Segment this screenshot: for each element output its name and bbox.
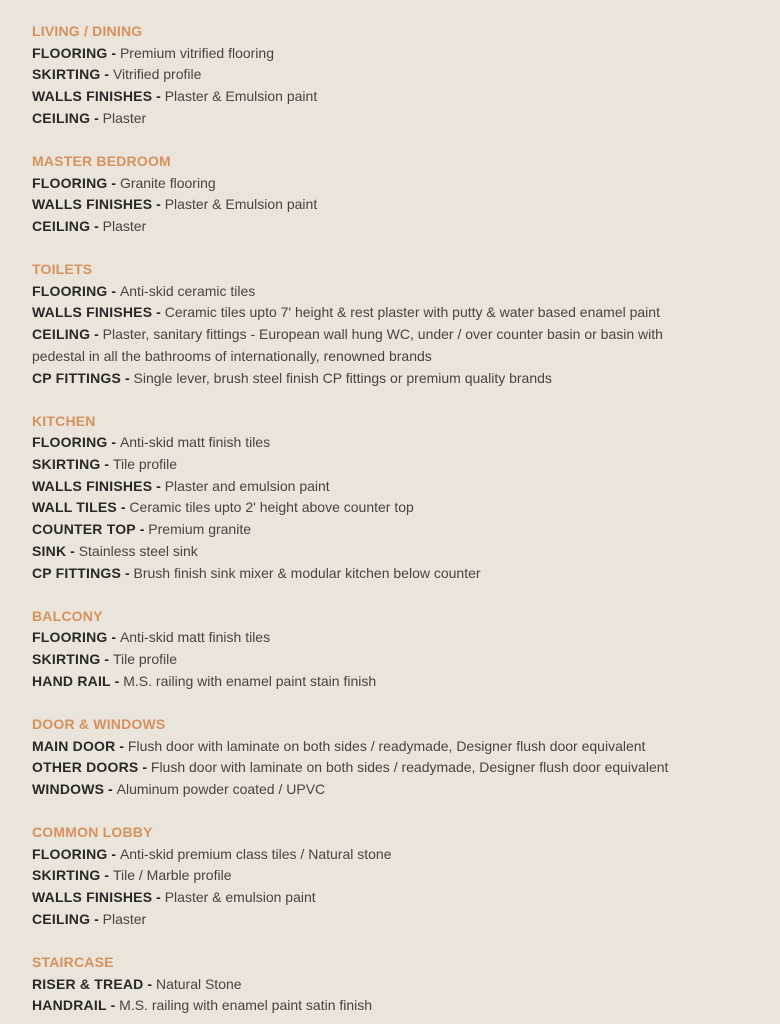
spec-value: Tile profile: [112, 651, 178, 668]
spec-row: [32, 627, 712, 649]
spec-label: CEILING: [32, 910, 91, 927]
spec-separator: -: [152, 88, 165, 105]
spec-row: [32, 671, 712, 693]
spec-separator: -: [100, 867, 113, 884]
section-toilets: [32, 259, 780, 389]
spec-separator: -: [152, 196, 165, 213]
spec-label: WALLS FINISHES: [32, 196, 153, 213]
spec-label: FLOORING: [32, 174, 108, 191]
spec-label: WALLS FINISHES: [32, 889, 153, 906]
spec-separator: -: [107, 174, 120, 191]
spec-row: [32, 974, 712, 996]
spec-separator: -: [106, 997, 120, 1014]
spec-row: [32, 173, 712, 195]
spec-separator: -: [107, 44, 120, 61]
spec-value: Plaster: [102, 217, 147, 234]
spec-label: FLOORING: [32, 629, 108, 646]
spec-value: Plaster: [102, 910, 147, 927]
spec-separator: -: [66, 542, 79, 559]
spec-label: FLOORING: [32, 845, 108, 862]
spec-value: Ceramic tiles upto 2' height above counter top: [129, 499, 414, 516]
spec-value: Tile / Marble profile: [112, 867, 232, 884]
spec-label: RISER & TREAD: [32, 975, 144, 992]
spec-value: Plaster & Emulsion paint: [164, 196, 318, 213]
spec-separator: -: [90, 326, 103, 343]
spec-label: WALLS FINISHES: [32, 88, 153, 105]
spec-label: WALLS FINISHES: [32, 304, 153, 321]
spec-row: [32, 736, 712, 758]
spec-row: [32, 541, 712, 563]
section-living-dining: [32, 21, 780, 130]
spec-row: [32, 43, 712, 65]
spec-label: MAIN DOOR: [32, 737, 116, 754]
section-kitchen: [32, 411, 780, 585]
spec-separator: -: [100, 456, 113, 473]
spec-row: [32, 368, 712, 390]
spec-value: Single lever, brush steel finish CP fittings or premium quality brands: [133, 369, 552, 386]
spec-value: Anti-skid ceramic tiles: [119, 282, 256, 299]
section-title: BALCONY: [32, 607, 103, 624]
spec-row: [32, 216, 712, 238]
spec-row: [32, 86, 712, 108]
spec-value: Plaster: [102, 109, 147, 126]
spec-separator: -: [100, 66, 113, 83]
spec-value: Plaster & Emulsion paint: [164, 88, 318, 105]
spec-label: COUNTER TOP: [32, 521, 136, 538]
spec-separator: -: [110, 672, 124, 689]
spec-label: CP FITTINGS: [32, 369, 122, 386]
section-title: MASTER BEDROOM: [32, 152, 171, 169]
spec-label: CEILING: [32, 217, 91, 234]
spec-separator: -: [115, 737, 128, 754]
spec-separator: -: [121, 564, 134, 581]
spec-row: [32, 909, 712, 931]
spec-separator: -: [107, 845, 120, 862]
spec-row: [32, 844, 712, 866]
spec-row: [32, 432, 712, 454]
spec-label: FLOORING: [32, 282, 108, 299]
spec-row: [32, 108, 712, 130]
spec-row: [32, 519, 712, 541]
spec-separator: -: [121, 369, 134, 386]
section-title: DOOR & WINDOWS: [32, 715, 166, 732]
section-staircase: [32, 952, 780, 1017]
spec-label: SKIRTING: [32, 66, 101, 83]
spec-label: SKIRTING: [32, 867, 101, 884]
spec-label: CP FITTINGS: [32, 564, 122, 581]
spec-separator: -: [152, 304, 165, 321]
section-door-windows: [32, 714, 780, 801]
section-title: STAIRCASE: [32, 953, 114, 970]
spec-separator: -: [143, 975, 156, 992]
spec-separator: -: [138, 759, 151, 776]
spec-row: [32, 302, 712, 324]
spec-row: [32, 64, 712, 86]
spec-separator: -: [107, 629, 120, 646]
spec-row: [32, 454, 712, 476]
spec-value: Brush finish sink mixer & modular kitchen below counter: [133, 564, 481, 581]
spec-row: [32, 281, 712, 303]
spec-label: HANDRAIL: [32, 997, 107, 1014]
spec-row: [32, 497, 712, 519]
spec-row: [32, 476, 712, 498]
spec-value: M.S. railing with enamel paint satin finish: [119, 997, 373, 1014]
spec-value: Ceramic tiles upto 7' height & rest plaster with putty & water based enamel paint: [164, 304, 660, 321]
spec-separator: -: [90, 910, 103, 927]
spec-label: SINK: [32, 542, 67, 559]
spec-row: [32, 995, 712, 1017]
spec-row: [32, 779, 712, 801]
spec-value: Flush door with laminate on both sides / readymade, Designer flush door equivalent: [150, 759, 669, 776]
spec-value: Vitrified profile: [112, 66, 202, 83]
spec-value: Anti-skid matt finish tiles: [119, 434, 271, 451]
section-title: COMMON LOBBY: [32, 824, 153, 841]
spec-separator: -: [100, 651, 113, 668]
spec-value: Tile profile: [112, 456, 178, 473]
spec-value: Anti-skid premium class tiles / Natural stone: [119, 845, 392, 862]
spec-row: [32, 324, 712, 367]
spec-row: [32, 887, 712, 909]
spec-separator: -: [152, 889, 165, 906]
spec-separator: -: [90, 217, 103, 234]
spec-row: [32, 563, 712, 585]
spec-value: M.S. railing with enamel paint stain finish: [123, 672, 377, 689]
spec-label: WALL TILES: [32, 499, 117, 516]
spec-separator: -: [107, 434, 120, 451]
spec-value: Premium granite: [148, 521, 251, 538]
spec-label: HAND RAIL: [32, 672, 111, 689]
spec-value: Plaster, sanitary fittings - European wall hung WC, under / over counter basin or basin with pedestal in all the bathrooms of internationally, renowned brands: [32, 326, 663, 364]
spec-label: CEILING: [32, 109, 91, 126]
spec-separator: -: [116, 499, 130, 516]
section-master-bedroom: [32, 151, 780, 238]
spec-label: OTHER DOORS: [32, 759, 139, 776]
spec-separator: -: [152, 477, 165, 494]
spec-value: Plaster & emulsion paint: [164, 889, 316, 906]
spec-label: WALLS FINISHES: [32, 477, 153, 494]
spec-value: Flush door with laminate on both sides / readymade, Designer flush door equivalent: [127, 737, 646, 754]
spec-separator: -: [107, 282, 120, 299]
spec-row: [32, 649, 712, 671]
spec-value: Stainless steel sink: [78, 542, 198, 559]
spec-row: [32, 757, 712, 779]
spec-row: [32, 194, 712, 216]
section-common-lobby: [32, 822, 780, 931]
spec-label: SKIRTING: [32, 651, 101, 668]
spec-separator: -: [90, 109, 103, 126]
spec-label: FLOORING: [32, 44, 108, 61]
section-title: LIVING / DINING: [32, 23, 143, 39]
spec-separator: -: [135, 521, 149, 538]
spec-value: Anti-skid matt finish tiles: [119, 629, 271, 646]
spec-row: [32, 865, 712, 887]
spec-value: Aluminum powder coated / UPVC: [116, 780, 326, 797]
section-title: KITCHEN: [32, 412, 96, 429]
spec-label: FLOORING: [32, 434, 108, 451]
spec-value: Plaster and emulsion paint: [164, 477, 330, 494]
spec-label: SKIRTING: [32, 456, 101, 473]
spec-value: Premium vitrified flooring: [119, 44, 274, 61]
section-title: TOILETS: [32, 261, 93, 278]
spec-value: Natural Stone: [155, 975, 242, 992]
spec-label: WINDOWS: [32, 780, 105, 797]
spec-separator: -: [104, 780, 117, 797]
spec-value: Granite flooring: [119, 174, 216, 191]
section-balcony: [32, 606, 780, 693]
spec-label: CEILING: [32, 326, 91, 343]
